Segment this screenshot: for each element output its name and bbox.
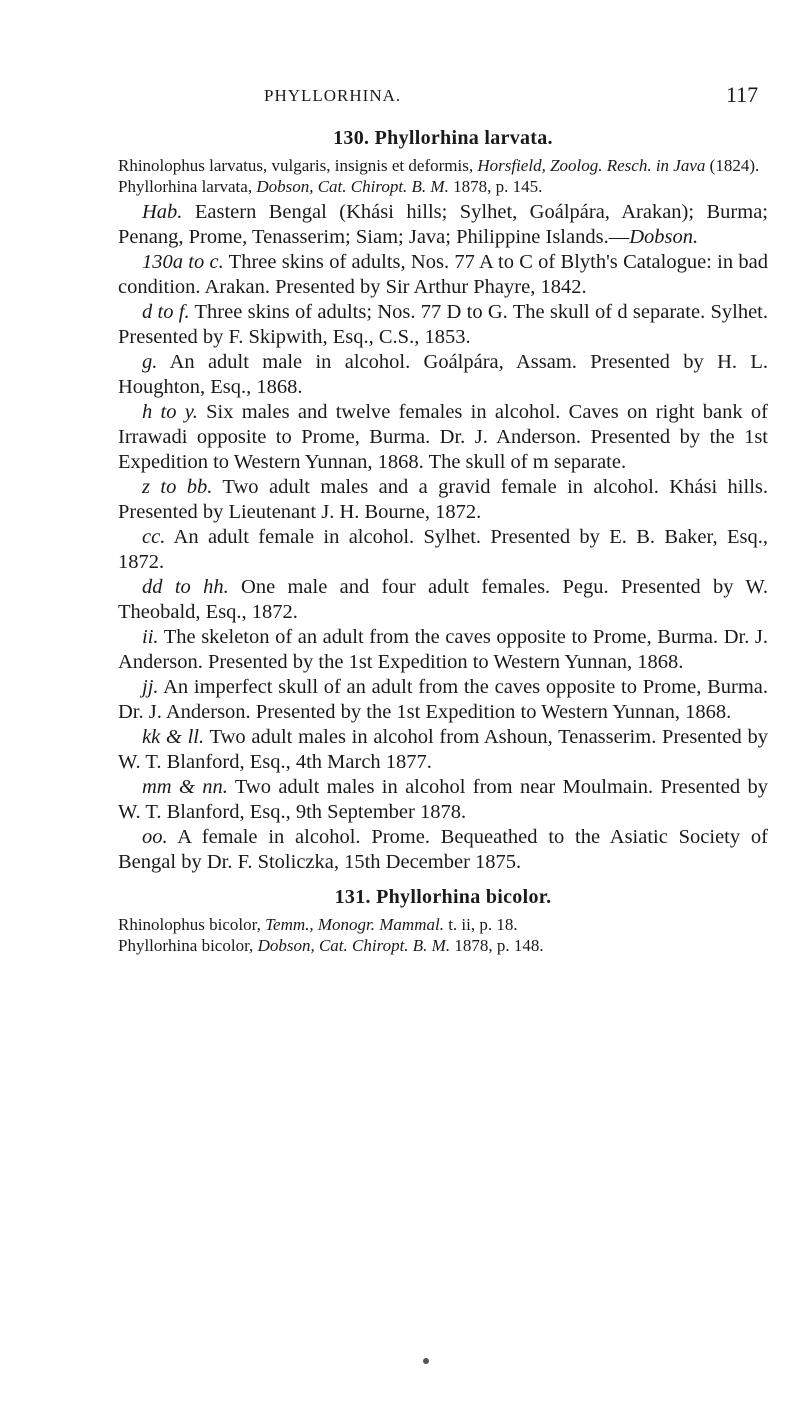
specimen-text: Six males and twelve females in alcohol. Caves on right bank of Irrawadi opposite to Prome, Burma. Dr. J. Anderson. Presented by the 1st Expedition to Western Yunnan, 1868. The skull of m separate. — [118, 401, 768, 473]
habitat-author: Dobson. — [629, 226, 699, 248]
specimen-label: 130a to c. — [142, 251, 224, 273]
specimen-entry — [118, 725, 768, 775]
specimen-text: Three skins of adults, Nos. 77 A to C of Blyth's Catalogue: in bad condition. Arakan. Presented by Sir Arthur Phayre, 1842. — [118, 251, 768, 298]
specimen-label: dd to hh. — [142, 576, 229, 598]
specimen-text: One male and four adult females. Pegu. Presented by W. Theobald, Esq., 1872. — [118, 576, 768, 623]
specimen-entry — [118, 400, 768, 475]
synonym-page: t. ii, p. 18. — [443, 915, 518, 934]
synonym-line-1 — [118, 914, 768, 935]
synonym-page: 1878, p. 148. — [450, 936, 544, 955]
specimen-text: Two adult males and a gravid female in alcohol. Khási hills. Presented by Lieutenant J. H. Bourne, 1872. — [118, 476, 768, 523]
specimen-label: ii. — [142, 626, 159, 648]
specimen-text: A female in alcohol. Prome. Bequeathed to the Asiatic Society of Bengal by Dr. F. Stoliczka, 15th December 1875. — [118, 826, 768, 873]
synonym-name: Rhinolophus larvatus, vulgaris, insignis et deformis, — [118, 156, 478, 175]
specimen-entry — [118, 350, 768, 400]
synonym-name: Phyllorhina larvata, — [118, 177, 257, 196]
habitat-label: Hab. — [142, 201, 183, 223]
species-130-heading: 130. Phyllorhina larvata. — [333, 127, 553, 149]
specimen-text: Two adult males in alcohol from Ashoun, Tenasserim. Presented by W. T. Blanford, Esq., 4th March 1877. — [118, 726, 768, 773]
synonym-citation: Temm., Monogr. Mammal. — [265, 915, 444, 934]
specimen-text: The skeleton of an adult from the caves opposite to Prome, Burma. Dr. J. Anderson. Presented by the 1st Expedition to Western Yunnan, 1868. — [118, 626, 768, 673]
specimen-label: d to f. — [142, 301, 190, 323]
specimen-text: An adult female in alcohol. Sylhet. Presented by E. B. Baker, Esq., 1872. — [118, 526, 768, 573]
habitat-paragraph — [118, 200, 768, 250]
synonym-name: Rhinolophus bicolor, — [118, 915, 266, 934]
running-title: PHYLLORHINA. — [264, 86, 402, 105]
synonym-page: 1878, p. 145. — [448, 177, 543, 196]
specimen-entry — [118, 575, 768, 625]
specimen-entry — [118, 250, 768, 300]
species-131-heading: 131. Phyllorhina bicolor. — [334, 886, 552, 908]
print-speck — [423, 1358, 429, 1364]
specimen-text: An adult male in alcohol. Goálpára, Assam. Presented by H. L. Houghton, Esq., 1868. — [118, 351, 768, 398]
specimen-label: oo. — [142, 826, 168, 848]
specimen-entry — [118, 775, 768, 825]
page-body — [118, 126, 768, 956]
specimen-label: jj. — [142, 676, 159, 698]
specimen-entry — [118, 675, 768, 725]
specimen-entry — [118, 625, 768, 675]
specimen-label: h to y. — [142, 401, 198, 423]
habitat-text: Eastern Bengal (Khási hills; Sylhet, Goálpára, Arakan); Burma; Penang, Prome, Tenasserim; Siam; Java; Philippine Islands.— — [118, 201, 768, 248]
synonym-citation: Horsfield, Zoolog. Resch. in Java — [477, 156, 706, 175]
specimen-entry — [118, 475, 768, 525]
synonym-year: (1824). — [705, 156, 760, 175]
specimen-entry — [118, 825, 768, 875]
specimen-label: kk & ll. — [142, 726, 205, 748]
synonym-name: Phyllorhina bicolor, — [118, 936, 258, 955]
specimen-label: mm & nn. — [142, 776, 228, 798]
specimen-label: z to bb. — [142, 476, 213, 498]
synonym-citation: Dobson, Cat. Chiropt. B. M. — [257, 936, 451, 955]
specimen-entry — [118, 525, 768, 575]
synonym-citation: Dobson, Cat. Chiropt. B. M. — [256, 177, 449, 196]
specimen-text: Three skins of adults; Nos. 77 D to G. The skull of d separate. Sylhet. Presented by F. Skipwith, Esq., C.S., 1853. — [118, 301, 768, 348]
synonym-line-1 — [118, 155, 768, 176]
specimen-text: An imperfect skull of an adult from the caves opposite to Prome, Burma. Dr. J. Anderson. Presented by the 1st Expedition to Western Yunnan, 1868. — [118, 676, 768, 723]
specimen-label: cc. — [142, 526, 166, 548]
specimen-text: Two adult males in alcohol from near Moulmain. Presented by W. T. Blanford, Esq., 9th September 1878. — [118, 776, 768, 823]
specimen-entry — [118, 300, 768, 350]
page-number: 117 — [726, 82, 759, 107]
synonym-line-2 — [118, 176, 768, 197]
specimen-label: g. — [142, 351, 158, 373]
synonym-line-2 — [118, 935, 768, 956]
specimen-entries — [118, 250, 768, 875]
